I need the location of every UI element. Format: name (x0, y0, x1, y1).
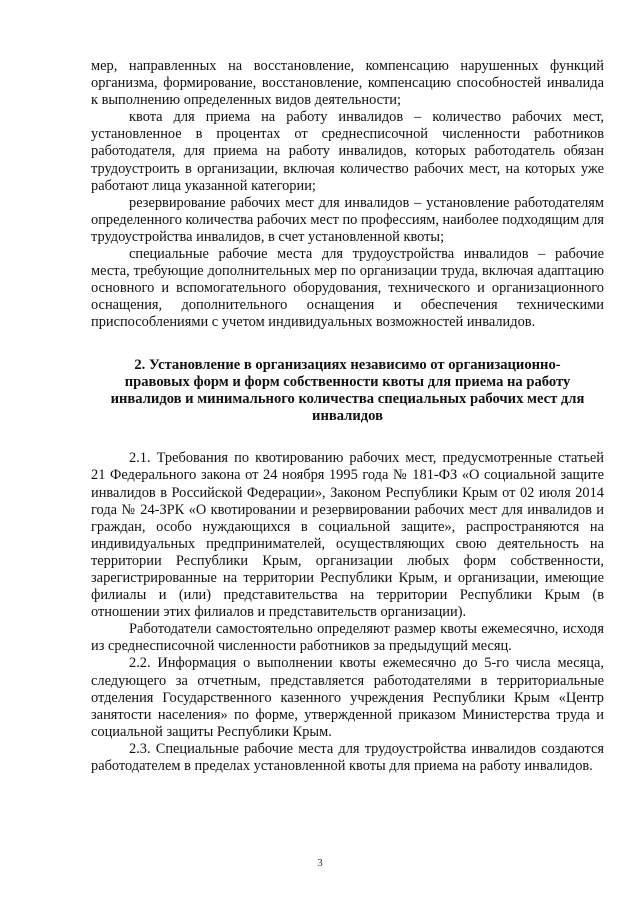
definition-continuation: мер, направленных на восстановление, компенсацию нарушенных функций организма, формирование, восстановление, компенсацию способностей инвалида к выполнению определенных видов деятельности; (91, 58, 604, 109)
document-body (91, 58, 604, 775)
section-heading: 2. Установление в организациях независимо от организационно-правовых форм и форм собственности квоты для приема на работу инвалидов и минимального количества специальных рабочих мест для инвалидов (110, 356, 585, 425)
paragraph-2-2: 2.2. Информация о выполнении квоты ежемесячно до 5-го числа месяца, следующего за отчетным, представляется работодателями в территориальные отделения Государственного казенного учреждения Республики Крым «Центр занятости населения» по форме, утвержденной приказом Министерства труда и социальной защиты Республики Крым. (91, 655, 604, 740)
spacer (91, 425, 604, 450)
definition-quota: квота для приема на работу инвалидов – количество рабочих мест, установленное в процентах от среднесписочной численности работников работодателя, для приема на работу инвалидов, которых работодатель обязан трудоустроить в организации, включая количество рабочих мест, на которых уже работают лица указанной категории; (91, 109, 604, 194)
paragraph-2-1: 2.1. Требования по квотированию рабочих мест, предусмотренные статьей 21 Федерального закона от 24 ноября 1995 года № 181-ФЗ «О социальной защите инвалидов в Российской Федерации», Законом Республики Крым от 02 июля 2014 года № 24-ЗРК «О квотировании и резервировании рабочих мест для инвалидов и граждан, особо нуждающихся в социальной защите», распространяются на индивидуальных предпринимателей, осуществляющих свою деятельность на территории Республики Крым, организации любых форм собственности, зарегистрированные на территории Республики Крым, и организации, имеющие филиалы и (или) представительства на территории Республики Крым (в отношении этих филиалов и представительств организации). (91, 450, 604, 621)
definition-special-workplaces: специальные рабочие места для трудоустройства инвалидов – рабочие места, требующие дополнительных мер по организации труда, включая адаптацию основного и вспомогательного оборудования, технического и организационного оснащения, дополнительного оснащения и обеспечения техническими приспособлениями с учетом индивидуальных возможностей инвалидов. (91, 246, 604, 331)
definition-reservation: резервирование рабочих мест для инвалидов – установление работодателям определенного количества рабочих мест по профессиям, наиболее подходящим для трудоустройства инвалидов, в счет установленной квоты; (91, 194, 604, 245)
paragraph-quota-size: Работодатели самостоятельно определяют размер квоты ежемесячно, исходя из среднесписочной численности работников за предыдущий месяц. (91, 621, 604, 655)
page-number: 3 (317, 857, 323, 869)
spacer (91, 332, 604, 357)
paragraph-2-3: 2.3. Специальные рабочие места для трудоустройства инвалидов создаются работодателем в пределах установленной квоты для приема на работу инвалидов. (91, 740, 604, 774)
